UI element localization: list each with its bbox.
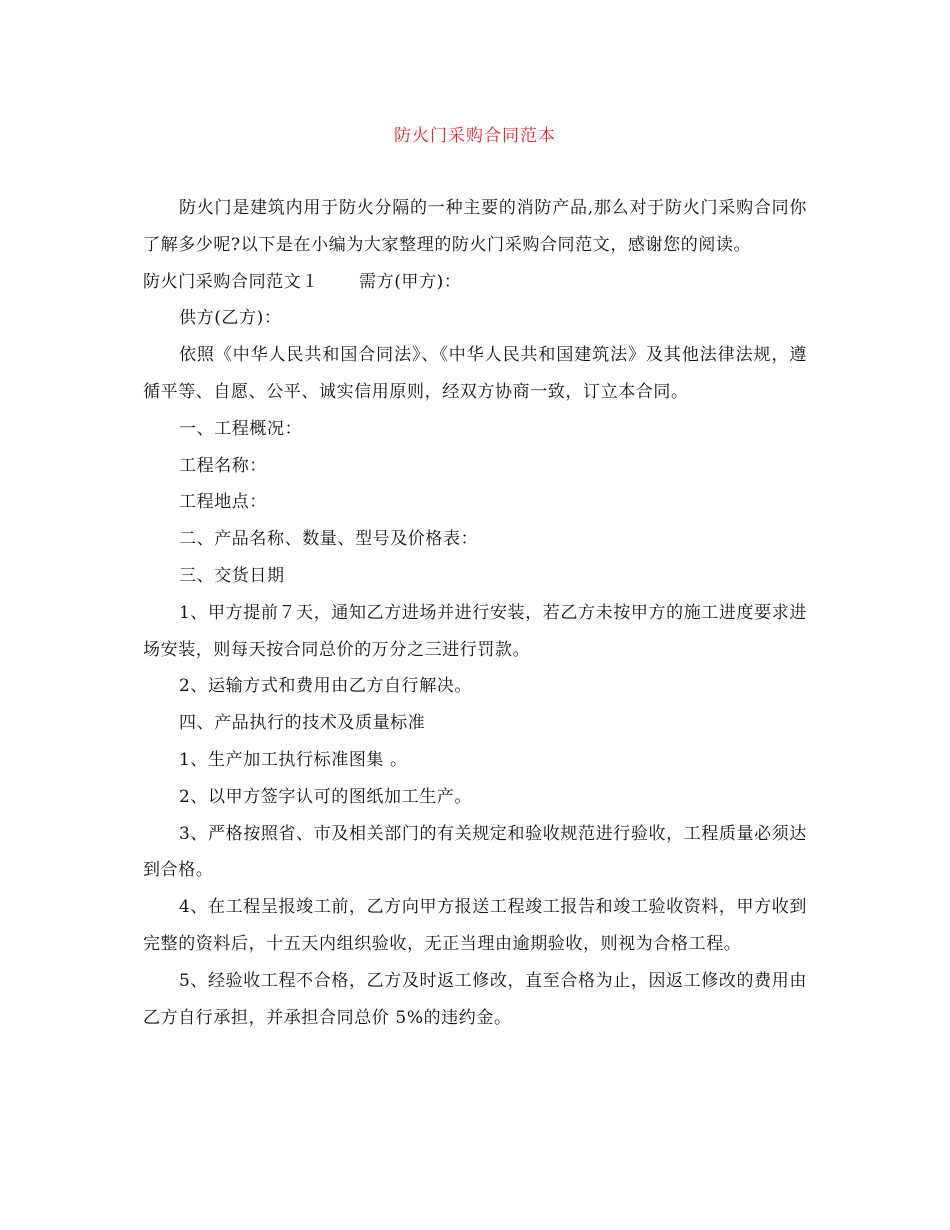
clause-4-4: 4、在工程呈报竣工前，乙方向甲方报送工程竣工报告和竣工验收资料，甲方收到完整的资料后，十五天内组织验收，无正当理由逾期验收，则视为合格工程。 [143,897,807,954]
clause-4-1: 1、生产加工执行标准图集 。 [179,749,408,770]
document-title: 防火门采购合同范本 [394,126,556,146]
clause-3-1: 1、甲方提前７天，通知乙方进场并进行安装，若乙方未按甲方的施工进度要求进场安装，则每天按合同总价的万分之三进行罚款。 [143,602,807,660]
document-body [143,190,807,1036]
sample-heading-line [143,264,807,301]
clause-4-2: 2、以甲方签字认可的图纸加工生产。 [179,786,473,807]
party-a-label: 需方(甲方)： [359,271,462,292]
section-heading-1: 一、工程概况： [179,418,303,439]
clause-4-5: 5、经验收工程不合格，乙方及时返工修改，直至合格为止，因返工修改的费用由乙方自行承担，并承担合同总价 5%的违约金。 [143,970,807,1028]
party-b-label: 供方(乙方)： [179,308,282,329]
section-heading-3: 三、交货日期 [179,565,285,586]
clause-4-3: 3、严格按照省、市及相关部门的有关规定和验收规范进行验收，工程质量必须达到合格。 [143,823,807,881]
section-heading-2: 二、产品名称、数量、型号及价格表： [179,529,479,550]
project-location-label: 工程地点： [179,492,267,513]
intro-paragraph: 防火门是建筑内用于防火分隔的一种主要的消防产品,那么对于防火门采购合同你了解多少呢?以下是在小编为大家整理的防火门采购合同范文，感谢您的阅读。 [143,198,807,255]
sample-heading: 防火门采购合同范文１ [143,271,319,292]
legal-basis-paragraph: 依照《中华人民共和国合同法》、《中华人民共和国建筑法》及其他法律法规，遵循平等、自愿、公平、诚实信用原则，经双方协商一致，订立本合同。 [143,345,807,402]
clause-3-2: 2、运输方式和费用由乙方自行解决。 [179,676,473,697]
section-heading-4: 四、产品执行的技术及质量标准 [179,713,426,734]
project-name-label: 工程名称： [179,455,267,476]
